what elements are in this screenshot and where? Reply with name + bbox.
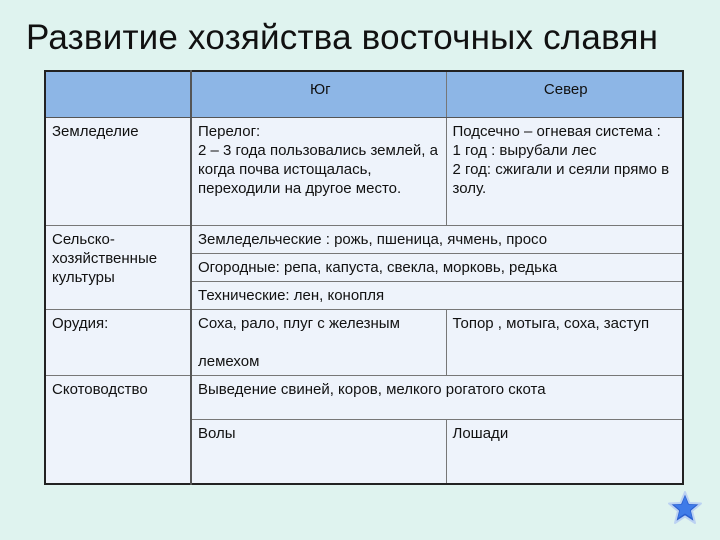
table-row: [45, 226, 683, 254]
star-icon[interactable]: [667, 490, 703, 526]
row-label-crops: Сельско-хозяйственные культуры: [45, 226, 191, 310]
cell-tools-south: Соха, рало, плуг с железным лемехом: [191, 310, 446, 376]
cell-crops-technical: Технические: лен, конопля: [191, 282, 683, 310]
cell-livestock-north: Лошади: [446, 420, 683, 484]
row-label-tools: Орудия:: [45, 310, 191, 376]
cell-crops-grain: Земледельческие : рожь, пшеница, ячмень, просо: [191, 226, 683, 254]
table-row: [45, 376, 683, 420]
economy-table: [44, 70, 684, 485]
table-header-row: [45, 71, 683, 118]
header-north: Север: [446, 71, 683, 118]
header-empty-cell: [45, 71, 191, 118]
page-title: Развитие хозяйства восточных славян: [26, 18, 659, 57]
cell-agriculture-south: Перелог: 2 – 3 года пользовались землей, а когда почва истощалась, переходили на другое место.: [191, 118, 446, 226]
cell-crops-garden: Огородные: репа, капуста, свекла, морковь, редька: [191, 254, 683, 282]
header-south: Юг: [191, 71, 446, 118]
cell-tools-north: Топор , мотыга, соха, заступ: [446, 310, 683, 376]
cell-livestock-breeding: Выведение свиней, коров, мелкого рогатого скота: [191, 376, 683, 420]
row-label-livestock: Скотоводство: [45, 376, 191, 484]
table-row: [45, 118, 683, 226]
cell-agriculture-north: Подсечно – огневая система : 1 год : вырубали лес 2 год: сжигали и сеяли прямо в золу.: [446, 118, 683, 226]
row-label-agriculture: Земледелие: [45, 118, 191, 226]
cell-livestock-south: Волы: [191, 420, 446, 484]
table-row: [45, 310, 683, 376]
